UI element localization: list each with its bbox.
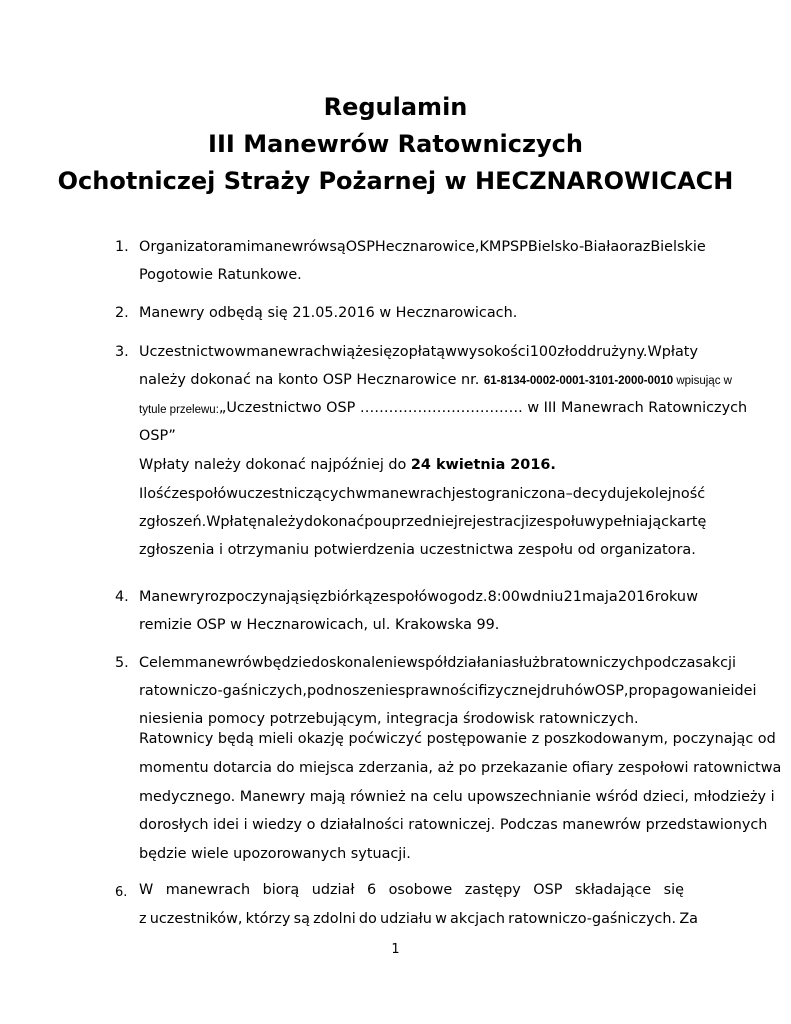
item-3-line-8: zgłoszenia i otrzymaniu potwierdzenia uczestnictwa zespołu od organizatora. bbox=[139, 542, 696, 558]
item-4-line-2: remizie OSP w Hecznarowicach, ul. Krakowska 99. bbox=[139, 617, 500, 633]
payment-deadline: 24 kwietnia 2016. bbox=[410, 457, 556, 473]
item-3-line-3 bbox=[139, 398, 748, 420]
item-6-word: osobowe bbox=[388, 882, 453, 898]
bank-account-number: 61-8134-0002-0001-3101-2000-0010 bbox=[483, 375, 674, 387]
item-1-number: 1. bbox=[115, 239, 129, 255]
item-5-line-3: niesienia pomocy potrzebującym, integracja środowisk ratowniczych. bbox=[139, 711, 639, 727]
title-line-2: III Manewrów Ratowniczych bbox=[208, 130, 583, 158]
item-6-word: udział bbox=[311, 882, 355, 898]
item-6-word: się bbox=[663, 882, 684, 898]
item-4-number: 4. bbox=[115, 589, 129, 605]
item-5-line-1: Celem manewrów będzie doskonalenie współdziałania służb ratowniczych podczas akcji bbox=[139, 655, 736, 671]
item-1-line-2: Pogotowie Ratunkowe. bbox=[139, 267, 302, 283]
item-6-word: W bbox=[139, 882, 154, 898]
item-3-line-2-text: należy dokonać na konto OSP Hecznarowice nr. bbox=[139, 372, 484, 388]
item-5-line-5: momentu dotarcia do miejsca zderzania, aż po przekazanie ofiary zespołowi ratownictwa bbox=[139, 760, 782, 776]
item-3-line-4: OSP” bbox=[139, 428, 176, 444]
item-6-word: składające bbox=[574, 882, 652, 898]
title-line-1: Regulamin bbox=[323, 93, 468, 121]
item-6-word: zastępy bbox=[464, 882, 521, 898]
item-6-number: 6. bbox=[115, 885, 128, 900]
item-6-word: biorą bbox=[262, 882, 300, 898]
item-3-line-6: Ilość zespołów uczestniczących w manewrach jest ograniczona – decyduje kolejność bbox=[139, 486, 706, 502]
item-6-word: manewrach bbox=[165, 882, 251, 898]
page-number: 1 bbox=[391, 942, 400, 957]
item-3-number: 3. bbox=[115, 344, 129, 360]
item-2-number: 2. bbox=[115, 305, 129, 321]
item-5-line-8: będzie wiele upozorowanych sytuacji. bbox=[139, 846, 411, 862]
item-3-line-3-prefix: tytule przelewu: bbox=[139, 404, 219, 416]
item-3-line-5 bbox=[139, 455, 556, 475]
item-6-line-2: z uczestników, którzy są zdolni do udziału w akcjach ratowniczo-gaśniczych. Za bbox=[139, 911, 698, 927]
item-6-line-1 bbox=[139, 880, 684, 900]
item-2-line-1: Manewry odbędą się 21.05.2016 w Hecznarowicach. bbox=[139, 305, 518, 321]
item-3-line-1: Uczestnictwo w manewrach wiąże się z opłatą w wysokości 100 zł od drużyny. Wpłaty bbox=[139, 344, 698, 360]
item-5-line-6: medycznego. Manewry mają również na celu upowszechnianie wśród dzieci, młodzieży i bbox=[139, 789, 775, 805]
item-3-line-3-text: „Uczestnictwo OSP ……………………………. w III Manewrach Ratowniczych bbox=[218, 400, 748, 416]
item-3-line-7: zgłoszeń. Wpłatę należy dokonać po uprzedniej rejestracji zespołu wypełniając kartę bbox=[139, 514, 707, 530]
item-5-line-4: Ratownicy będą mieli okazję poćwiczyć postępowanie z poszkodowanym, poczynając od bbox=[139, 731, 776, 747]
item-5-line-2: ratowniczo-gaśniczych, podnoszenie sprawności fizycznej druhów OSP, propagowanie idei bbox=[139, 683, 757, 699]
item-3-line-2 bbox=[139, 370, 732, 391]
item-1-line-1: Organizatorami manewrów są OSP Hecznarowice, KM PSP Bielsko-Biała oraz Bielskie bbox=[139, 239, 706, 255]
item-5-number: 5. bbox=[115, 655, 129, 671]
item-3-line-2-suffix: wpisując w bbox=[673, 375, 732, 387]
item-3-line-5-text: Wpłaty należy dokonać najpóźniej do bbox=[139, 457, 411, 473]
item-5-line-7: dorosłych idei i wiedzy o działalności ratowniczej. Podczas manewrów przedstawionych bbox=[139, 817, 768, 833]
title-line-3: Ochotniczej Straży Pożarnej w HECZNAROWICACH bbox=[57, 167, 734, 195]
item-6-word: 6 bbox=[366, 882, 377, 898]
item-4-line-1: Manewry rozpoczynają się zbiórką zespołów o godz. 8:00 w dniu 21 maja 2016 roku w bbox=[139, 589, 698, 605]
item-6-word: OSP bbox=[533, 882, 563, 898]
